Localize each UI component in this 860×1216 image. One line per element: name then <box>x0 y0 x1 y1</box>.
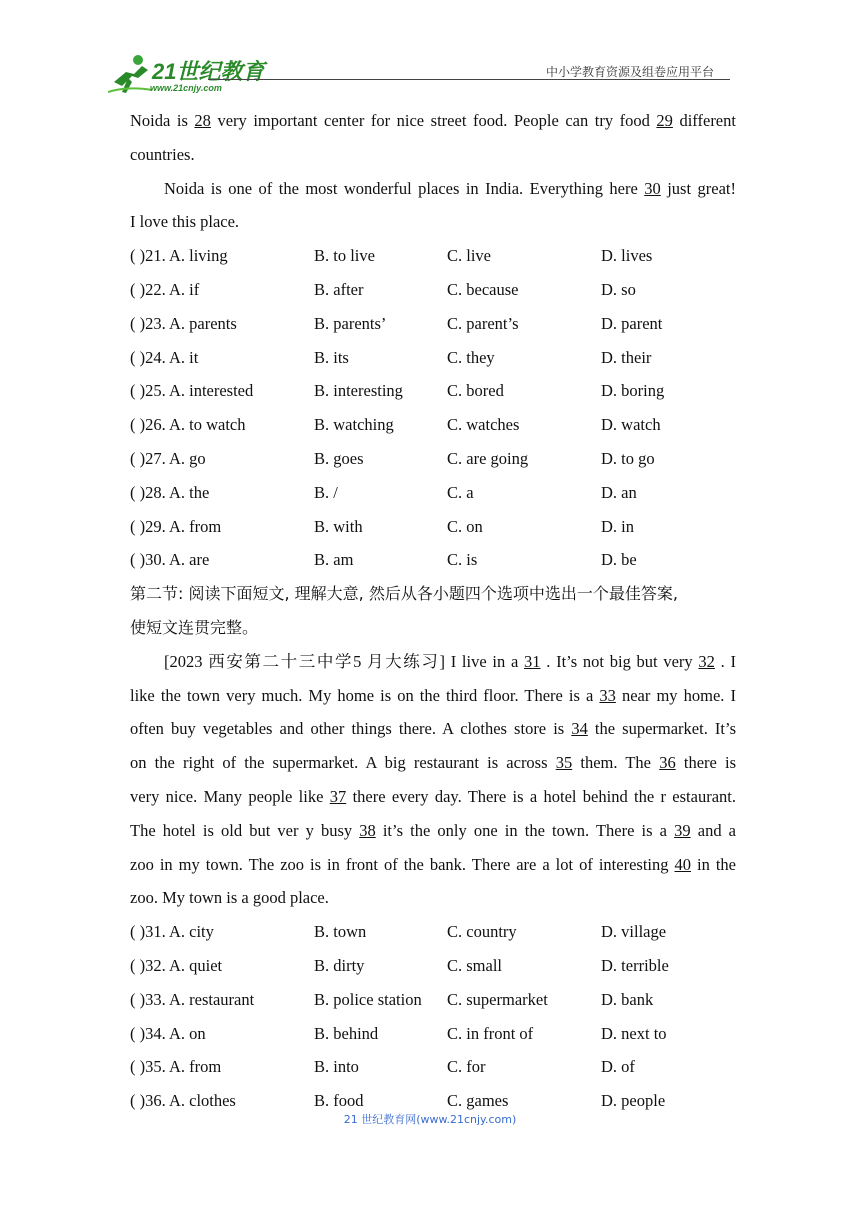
passage-line: The hotel is old but ver y busy 38 it’s the only one in the town. There is a 39 and a <box>130 820 737 840</box>
page-header <box>108 50 730 100</box>
question-row: ( )27. A. go B. goes C. are going D. to go <box>130 448 655 468</box>
blank-28: 28 <box>194 111 211 130</box>
question-row: ( )31. A. city B. town C. country D. village <box>130 922 667 942</box>
blank-33: 33 <box>599 685 616 705</box>
passage-line: countries. <box>130 144 195 164</box>
question-row: ( )36. A. clothes B. food C. games D. people <box>130 1091 666 1111</box>
blank-40: 40 <box>674 854 691 874</box>
blank-32: 32 <box>698 651 715 671</box>
passage-line: like the town very much. My home is on the third floor. There is a 33 near my home. I <box>130 685 736 705</box>
question-row: ( )24. A. it B. its C. they D. their <box>130 347 652 367</box>
blank-34: 34 <box>571 719 588 739</box>
question-row: ( )32. A. quiet B. dirty C. small D. terrible <box>130 955 669 975</box>
passage-line: very nice. Many people like 37 there every day. There is a hotel behind the r estaurant. <box>130 786 736 806</box>
question-row: ( )35. A. from B. into C. for D. of <box>130 1057 635 1077</box>
question-row: ( )21. A. living B. to live C. live D. lives <box>130 246 653 266</box>
passage-line: Noida is one of the most wonderful places in India. Everything here 30 just great! <box>164 178 736 198</box>
document-body <box>130 104 736 1118</box>
question-row: ( )23. A. parents B. parents’ C. parent’s D. parent <box>130 313 663 333</box>
blank-31: 31 <box>524 651 541 671</box>
passage-line: zoo in my town. The zoo is in front of the bank. There are a lot of interesting 40 in the <box>130 854 736 874</box>
passage-line: I love this place. <box>130 212 240 232</box>
question-row: ( )28. A. the B. / C. a D. an <box>130 482 637 502</box>
blank-39: 39 <box>674 820 691 840</box>
runner-logo-icon <box>108 52 154 96</box>
blank-30: 30 <box>644 178 661 198</box>
section-heading: 第二节: 阅读下面短文, 理解大意, 然后从各小题四个选项中选出一个最佳答案, <box>130 584 678 604</box>
question-row: ( )26. A. to watch B. watching C. watches D. watch <box>130 415 661 435</box>
question-row: ( )29. A. from B. with C. on D. in <box>130 516 634 536</box>
passage-line: [2023 西安第二十三中学5 月大练习] I live in a 31 . It’s not big but very 32 . I <box>164 651 737 671</box>
blank-38: 38 <box>359 820 376 840</box>
passage-line: Noida is 28 very important center for nice street food. People can try food 29 different <box>130 111 736 130</box>
site-logo <box>108 52 278 96</box>
question-row: ( )22. A. if B. after C. because D. so <box>130 279 636 299</box>
blank-35: 35 <box>555 753 573 773</box>
blank-36: 36 <box>659 753 676 773</box>
passage-line: on the right of the supermarket. A big restaurant is across 35 them. The 36 there is <box>130 753 737 773</box>
question-row: ( )33. A. restaurant B. police station C. supermarket D. bank <box>130 989 654 1009</box>
platform-label: 中小学教育资源及组卷应用平台 <box>545 65 714 79</box>
section-heading-cont: 使短文连贯完整。 <box>130 617 259 637</box>
question-row: ( )25. A. interested B. interesting C. bored D. boring <box>130 381 665 401</box>
passage-line: often buy vegetables and other things there. A clothes store is 34 the supermarket. It’s <box>130 719 736 739</box>
question-row: ( )34. A. on B. behind C. in front of D. next to <box>130 1023 667 1043</box>
blank-29: 29 <box>656 111 673 130</box>
blank-37: 37 <box>329 786 347 806</box>
page-footer: 21 世纪教育网(www.21cnjy.com) <box>343 1113 517 1126</box>
logo-url: www.21cnjy.com <box>150 83 222 93</box>
passage-line: zoo. My town is a good place. <box>130 888 329 908</box>
logo-text: 21世纪教育 <box>152 59 265 84</box>
question-row: ( )30. A. are B. am C. is D. be <box>130 550 637 570</box>
